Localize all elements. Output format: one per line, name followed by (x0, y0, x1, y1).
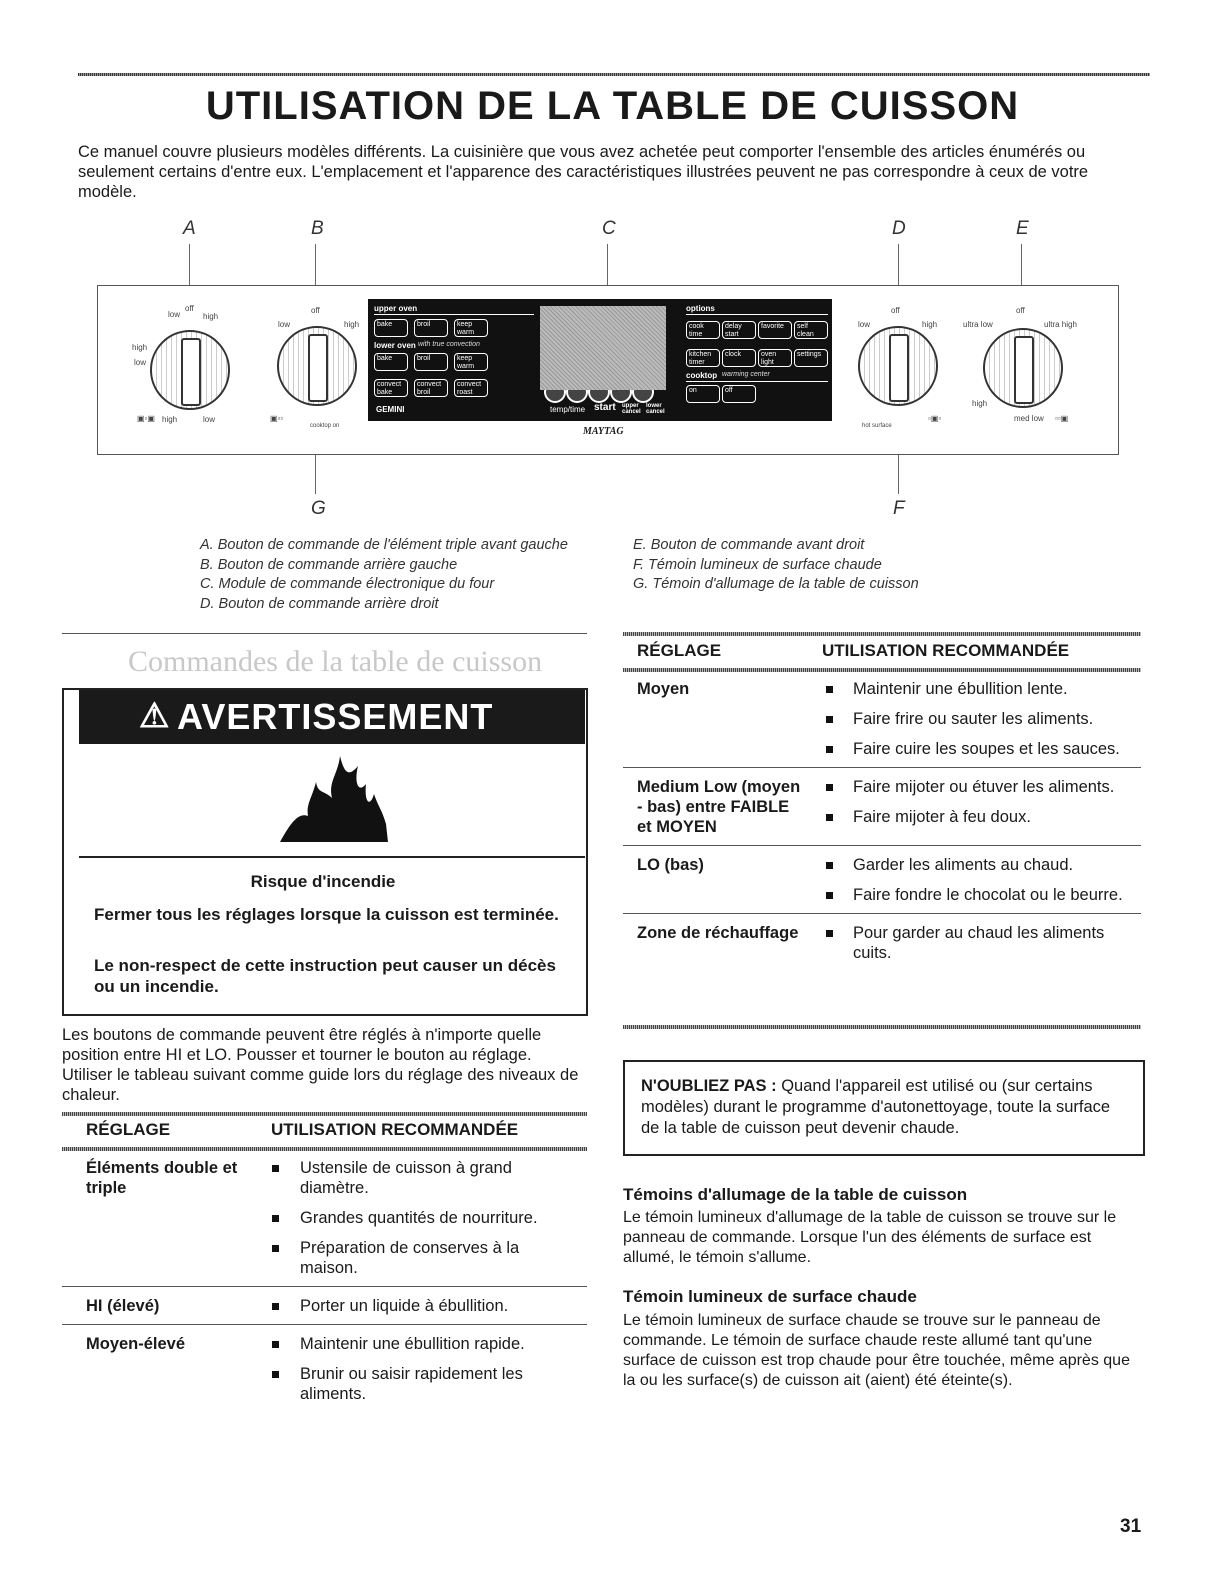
right-table-row-3-setting: Zone de réchauffage (637, 924, 799, 942)
warming-center-label: warming center (722, 371, 770, 378)
knob-a-high: high (203, 312, 219, 321)
left-table-row-0-use-0: Ustensile de cuisson à grand diamètre. (300, 1159, 512, 1197)
right-table-row-1-bullet-0 (826, 784, 833, 791)
cook-time-button[interactable]: cook time (686, 321, 720, 339)
note-label: N'OUBLIEZ PAS : (641, 1077, 777, 1095)
left-table-head-setting: RÉGLAGE (86, 1120, 171, 1139)
section-title: Commandes de la table de cuisson (128, 645, 543, 678)
element-diagram-icon-d: ▫▣▫ (928, 414, 942, 423)
sec2-text: Le témoin lumineux de surface chaude se trouve sur le panneau de commande. Le témoin de surface chaude reste allumé tant qu'une surface de cuisson est trop chaude pour être touchée, même après que la ou les surface(s) de cuisson ait (aient) été éteinte(s). (623, 1312, 1130, 1389)
left-table-row-rule-0 (62, 1286, 587, 1287)
right-table-bottom-rule (623, 1025, 1141, 1029)
captions-left (200, 536, 620, 614)
left-table-row-0-bullet-1 (272, 1215, 279, 1222)
knob-e-icon (983, 328, 1063, 408)
knob-a-low-bottom: low (203, 415, 216, 424)
cooktop-rule (686, 381, 828, 382)
element-diagram-icon: ▣▫▣ (137, 414, 155, 423)
right-table-head-setting: RÉGLAGE (637, 641, 722, 660)
convect-broil-button[interactable]: convect broil (414, 379, 448, 397)
knob-a-high-bottom: high (162, 415, 178, 424)
knob-b-handle (308, 334, 328, 402)
left-table-row-2-use-1: Brunir ou saisir rapidement les aliments. (300, 1365, 523, 1403)
right-table-row-3-use-0: Pour garder au chaud les aliments cuits. (853, 924, 1105, 962)
upper-broil-button[interactable]: broil (414, 319, 448, 337)
oven-display-screen (540, 306, 666, 390)
start-label: start (594, 402, 616, 413)
left-table-row-0-setting: Éléments double et triple (86, 1159, 238, 1197)
captions-right (633, 536, 1033, 595)
right-table-row-2-use-0: Garder les aliments au chaud. (853, 856, 1074, 874)
right-table-row-1-use-0: Faire mijoter ou étuver les aliments. (853, 778, 1115, 796)
temp-time-label: temp/time (550, 405, 586, 414)
knob-d-off: off (891, 306, 900, 315)
caption-g: G. Témoin d'allumage de la table de cuisson (633, 576, 919, 592)
left-table-row-1-setting: HI (élevé) (86, 1297, 160, 1315)
note-text-block (641, 1076, 1121, 1139)
right-table-row-2-use-1: Faire fondre le chocolat ou le beurre. (853, 886, 1123, 904)
knob-b-low: low (278, 320, 291, 329)
label-f: F (893, 498, 905, 519)
delay-start-button[interactable]: delay start (722, 321, 756, 339)
label-c: C (602, 218, 616, 239)
knob-e-ultra-low: ultra low (963, 320, 993, 329)
right-table-row-1-setting: Medium Low (moyen - bas) entre FAIBLE et MOYEN (637, 778, 801, 836)
right-table-row-0-use-2: Faire cuire les soupes et les sauces. (853, 740, 1120, 758)
left-table-row-1-bullet-0 (272, 1303, 279, 1310)
left-paragraph: Les boutons de commande peuvent être réglés à n'importe quelle position entre HI et LO. Pousser et tourner le bouton au réglage. Utiliser le tableau suivant comme guide lors du réglage des niveaux de chaleur. (62, 1026, 579, 1104)
settings-button[interactable]: settings (794, 349, 828, 367)
right-table-row-0-bullet-2 (826, 746, 833, 753)
lower-oven-sub-label: with true convection (418, 341, 480, 348)
knob-a-low: low (168, 310, 181, 319)
cooktop-on-button[interactable]: on (686, 385, 720, 403)
left-table-row-0-bullet-0 (272, 1165, 279, 1172)
right-table-row-rule-0 (623, 767, 1141, 768)
caption-c: C. Module de commande électronique du four (200, 576, 495, 592)
knob-a-low-2: low (134, 358, 147, 367)
knob-e-high: high (972, 399, 988, 408)
knob-e-ultra-high: ultra high (1044, 320, 1077, 329)
lower-broil-button[interactable]: broil (414, 353, 448, 371)
hot-surface-label: hot surface (862, 423, 892, 429)
fire-icon (278, 754, 390, 844)
right-table-row-0-use-0: Maintenir une ébullition lente. (853, 680, 1068, 698)
warning-divider (79, 856, 585, 858)
left-table-row-rule-1 (62, 1324, 587, 1325)
self-clean-button[interactable]: self clean (794, 321, 828, 339)
label-d: D (892, 218, 906, 239)
label-e: E (1016, 218, 1029, 239)
convect-bake-button[interactable]: convect bake (374, 379, 408, 397)
right-table-row-2-bullet-0 (826, 862, 833, 869)
label-g: G (311, 498, 326, 519)
lower-keep-warm-button[interactable]: keep warm (454, 353, 488, 371)
caption-f: F. Témoin lumineux de surface chaude (633, 556, 882, 573)
lower-bake-button[interactable]: bake (374, 353, 408, 371)
top-rule (78, 73, 1150, 76)
favorite-button[interactable]: favorite (758, 321, 792, 339)
knob-a-high-2: high (132, 343, 148, 352)
knob-e-handle (1014, 336, 1034, 404)
right-table-row-1-bullet-1 (826, 814, 833, 821)
right-table-row-rule-2 (623, 913, 1141, 914)
warning-line-2: Le non-respect de cette instruction peut causer un décès ou un incendie. (94, 956, 556, 996)
page-number: 31 (1120, 1516, 1142, 1537)
knob-a-handle (181, 338, 201, 406)
right-table-row-rule-1 (623, 845, 1141, 846)
oven-light-button[interactable]: oven light (758, 349, 792, 367)
knob-d-icon (858, 326, 938, 406)
knob-d-high: high (922, 320, 938, 329)
caption-b: B. Bouton de commande arrière gauche (200, 556, 458, 573)
element-diagram-icon-e: ▫▫▣ (1055, 414, 1069, 423)
options-panel (680, 299, 832, 421)
warning-triangle-icon: ⚠ (139, 697, 171, 735)
clock-button[interactable]: clock (722, 349, 756, 367)
upper-bake-button[interactable]: bake (374, 319, 408, 337)
upper-oven-label: upper oven (374, 304, 418, 313)
right-table-row-2-bullet-1 (826, 892, 833, 899)
right-table-row-0-bullet-0 (826, 686, 833, 693)
left-table-row-0-use-2: Préparation de conserves à la maison. (300, 1239, 520, 1277)
lower-cancel-label: lower cancel (646, 403, 665, 415)
intro-paragraph: Ce manuel couvre plusieurs modèles différents. La cuisinière que vous avez achetée peut comporter l'ensemble des articles énumérés ou seulement certains d'entre eux. L'emplacement et l'apparence des caractéristiques illustrées peuvent ne pas correspondre à ceux de votre modèle. (78, 143, 1089, 201)
lower-oven-label: lower oven (374, 341, 416, 350)
right-table-row-0-setting: Moyen (637, 680, 690, 698)
section-rule (62, 633, 587, 634)
warning-line-1: Fermer tous les réglages lorsque la cuisson est terminée. (94, 905, 559, 924)
knob-d-handle (889, 334, 909, 402)
left-table-row-0-use-1: Grandes quantités de nourriture. (300, 1209, 538, 1227)
left-table-head-use: UTILISATION RECOMMANDÉE (271, 1120, 519, 1139)
left-table-row-2-use-0: Maintenir une ébullition rapide. (300, 1335, 525, 1353)
page-title: UTILISATION DE LA TABLE DE CUISSON (205, 84, 1020, 128)
knob-e-off: off (1016, 306, 1025, 315)
caption-a: A. Bouton de commande de l'élément triple avant gauche (200, 537, 568, 553)
maytag-logo: MAYTAG (583, 426, 624, 437)
sec1-heading: Témoins d'allumage de la table de cuisson (623, 1185, 968, 1204)
knob-b-icon (277, 326, 357, 406)
upper-oven-rule (374, 314, 534, 315)
kitchen-timer-button[interactable]: kitchen timer (686, 349, 720, 367)
right-table-head-use: UTILISATION RECOMMANDÉE (822, 641, 1070, 660)
left-table-row-0-bullet-2 (272, 1245, 279, 1252)
cooktop-off-button[interactable]: off (722, 385, 756, 403)
right-table-top-rule (623, 632, 1141, 636)
right-table-row-3-bullet-0 (826, 930, 833, 937)
knob-a-off: off (185, 304, 194, 313)
right-table-row-2-setting: LO (bas) (637, 856, 704, 874)
caption-e: E. Bouton de commande avant droit (633, 537, 865, 553)
knob-a-icon (150, 330, 230, 410)
left-table-row-2-bullet-0 (272, 1341, 279, 1348)
sec1-text: Le témoin lumineux d'allumage de la table de cuisson se trouve sur le panneau de commande. Lorsque l'un des éléments de surface est allumé, le témoin s'allume. (623, 1209, 1117, 1266)
knob-d-low: low (858, 320, 871, 329)
label-a: A (183, 218, 196, 239)
knob-e-med-low: med low (1014, 414, 1044, 423)
right-table-row-1-use-1: Faire mijoter à feu doux. (853, 808, 1031, 826)
element-diagram-icon-b: ▣▫▫ (270, 414, 284, 423)
caption-d: D. Bouton de commande arrière droit (200, 595, 439, 612)
cooktop-label: cooktop (686, 371, 718, 380)
warning-risk: Risque d'incendie (250, 872, 396, 891)
left-table-row-2-bullet-1 (272, 1371, 279, 1378)
left-table-row-2-setting: Moyen-élevé (86, 1335, 186, 1353)
warning-banner (79, 690, 585, 744)
left-table-head-rule (62, 1147, 587, 1151)
options-rule (686, 314, 828, 315)
left-table-top-rule (62, 1112, 587, 1116)
knob-b-high: high (344, 320, 360, 329)
options-label: options (686, 304, 715, 313)
right-table-row-0-bullet-1 (826, 716, 833, 723)
convect-roast-button[interactable]: convect roast (454, 379, 488, 397)
right-table-head-rule (623, 668, 1141, 672)
right-table-row-0-use-1: Faire frire ou sauter les aliments. (853, 710, 1094, 728)
knob-b-off: off (311, 306, 320, 315)
warning-banner-text: AVERTISSEMENT (177, 696, 494, 737)
cooktop-on-label: cooktop on (310, 423, 340, 429)
gemini-logo: GEMINI (376, 405, 405, 414)
upper-keep-warm-button[interactable]: keep warm (454, 319, 488, 337)
sec2-heading: Témoin lumineux de surface chaude (623, 1287, 917, 1306)
note-text: Quand l'appareil est utilisé ou (sur certains modèles) durant le programme d'autonettoyage, toute la surface de la table de cuisson peut devenir chaude. (641, 1077, 1111, 1137)
left-table-row-1-use-0: Porter un liquide à ébullition. (300, 1297, 509, 1315)
upper-cancel-label: upper cancel (622, 403, 641, 415)
label-b: B (311, 218, 324, 239)
